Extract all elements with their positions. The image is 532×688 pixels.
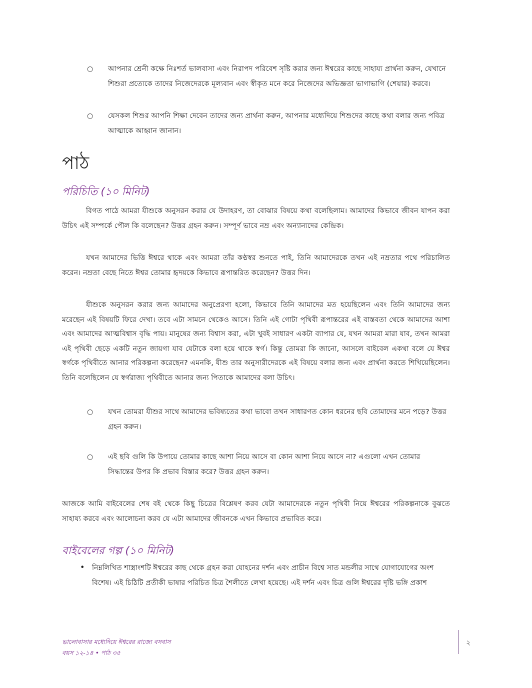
footer-title: ভালোবাসার মধ্যেদিয়ে ঈশ্বরের রাজ্যে বসবাস	[62, 639, 171, 646]
lesson-title: পাঠ	[62, 153, 90, 174]
circle-bullet-icon: ○	[87, 112, 94, 120]
intro-paragraph: যখন আমাদের ভিত্তি ঈশ্বরে থাকে এবং আমরা তাঁর কণ্ঠস্বর শুনতে পাই, তিনি আমাদেরকে তখন এই নম্রতার পথে পরিচালিত করেন। নম্রতা বেছে নিতে ঈশ্বর তোমার হৃদয়কে কিভাবে রূপান্তরিত করেছেন? উত্তর দিন।	[62, 253, 450, 277]
list-item: ○ যখন তোমরা যীশুর সাথে আমাদের ভবিষ্যতের কথা ভাবো তখন সাধারণত কোন ধরনের ছবি তোমাদের মনে পড়ে? উত্তর গ্রহন করুন।	[87, 407, 447, 431]
intro-paragraph: যীশুকে অনুসরন করার জন্য আমাদের অনুপ্রেরণা হলো, কিভাবে তিনি আমাদের মত হয়েছিলেন এবং তিনি আমাদের জন্য মরেছেন এই বিষয়টি ফিরে দেখা। তবে এটা সামনে থেকেও আসে। তিনি এই গোটা পৃথিবী রূপান্তরের এই বাস্তবতা থেকে আমাদের আশা এবং আমাদের আত্মবিশ্বাস বৃদ্ধি পায়। মানুষের জন্য বিশ্বাস করা, এটা খুবই সাধারণ একটা ব্যাপার যে, যখন আমরা মারা যাব, তখন আমরা এই পৃথিবী ছেড়ে একটি নতুন জায়গা যাব যেটাকে বলা হয়ে থাকে স্বর্গ। কিন্তু তোমরা কি জানো, আসলে বাইবেল একথা বলে যে ঈশ্বর স্বর্গকে পৃথিবীতে আনার পরিকল্পনা করেছেন? এমনকি, যীশু তার অনুসারীদেরকে এই বিষয়ে বলার জন্য এবং প্রার্থনা করতে শিখিয়েছিলেন। তিনি বলেছিলেন যে স্বর্গরাজ্য পৃথিবীতে আনার জন্য পিতাকে আমাদের বলা উচিৎ।	[62, 300, 450, 382]
list-item: • নিম্নলিখিত শাস্ত্রাংশটি ঈশ্বরের কাছ থেকে গ্রহন করা যোহনের দর্শন এবং প্রাচীন বিশ্বে সাত মন্ডলীর সাথে যোগাযোগের অংশ বিশেষ। এই চিঠিটি প্রতীকী ভাষার পরিচিত চিত্র শৈলীতে লেখা হয়েছে। এই দর্শন এবং চিত্র গুলি ঈশ্বরের দৃষ্টি ভঙ্গি প্রকাশ	[80, 563, 434, 587]
list-item: ○ যেসকল শিশুর আপনি শিক্ষা দেবেন তাদের জন্য প্রার্থনা করুন, আপনার মধ্যেদিয়ে শিশুদের কাছে কথা বলার জন্য পবিত্র আত্মাকে আহ্বান জানান।	[87, 111, 445, 135]
closing-paragraph: আজকে আমি বাইবেলের শেষ বই থেকে কিছু চিত্রের বিশ্লেষণ করব যেটা আমাদেরকে নতুন পৃথিবী নিয়ে ঈশ্বরের পরিকল্পনাকে বুঝতে সাহায্য করবে এবং আলোচনা করব যে এটা আমাদের জীবনকে এখন কিভাবে প্রভাবিত করে।	[62, 499, 450, 523]
dot-bullet-icon: •	[80, 563, 85, 572]
list-item: ○ আপনার শ্রেনী কক্ষে নিঃশর্ত ভালবাসা এবং নিরাপদ পরিবেশ সৃষ্টি করার জন্য ঈশ্বরের কাছে সাহায্য প্রার্থনা করুন, যেখানে শিশুরা প্রত্যেকে তাদের নিজেদেরকে মূল্যবান এবং স্বীকৃত মনে করে নিজেদের অভিজ্ঞতা ভাগাভাগি (শেয়ার) করবে।	[87, 64, 446, 88]
footer-subtitle: বয়স ১২-১৪ • পাঠ ৩৫	[62, 650, 121, 657]
footer-text	[62, 637, 171, 659]
bible-story-heading: বাইবেলের গল্প (১০ মিনিট)	[62, 545, 175, 557]
circle-bullet-icon: ○	[87, 65, 94, 73]
circle-bullet-icon: ○	[87, 453, 94, 461]
intro-paragraph: বিগত পাঠে আমরা যীশুকে অনুসরন করার যে উদাহরণ, তা বোঝার বিষয়ে কথা বলেছিলাম। আমাদের কিভাবে জীবন যাপন করা উচিৎ এই সম্পর্কে পৌল কি বলেছেন? উত্তর গ্রহন করুন। সম্পূর্ণ ভাবে নম্র এবং অন্যান্যদের কেন্দ্রিক।	[62, 206, 450, 230]
list-item: ○ এই ছবি গুলি কি উপায়ে তোমার কাছে আশা নিয়ে আসে বা কোন আশা নিয়ে আসে না? এগুলো এখন তোমার সিদ্ধান্তের উপর কি প্রভাব বিস্তার করে? উত্তর গ্রহন করুন।	[87, 452, 421, 476]
circle-bullet-icon: ○	[87, 408, 94, 416]
page-number: ২	[466, 639, 471, 647]
intro-heading: পরিচিতি (১০ মিনিট)	[62, 186, 150, 198]
footer-divider	[458, 630, 459, 654]
